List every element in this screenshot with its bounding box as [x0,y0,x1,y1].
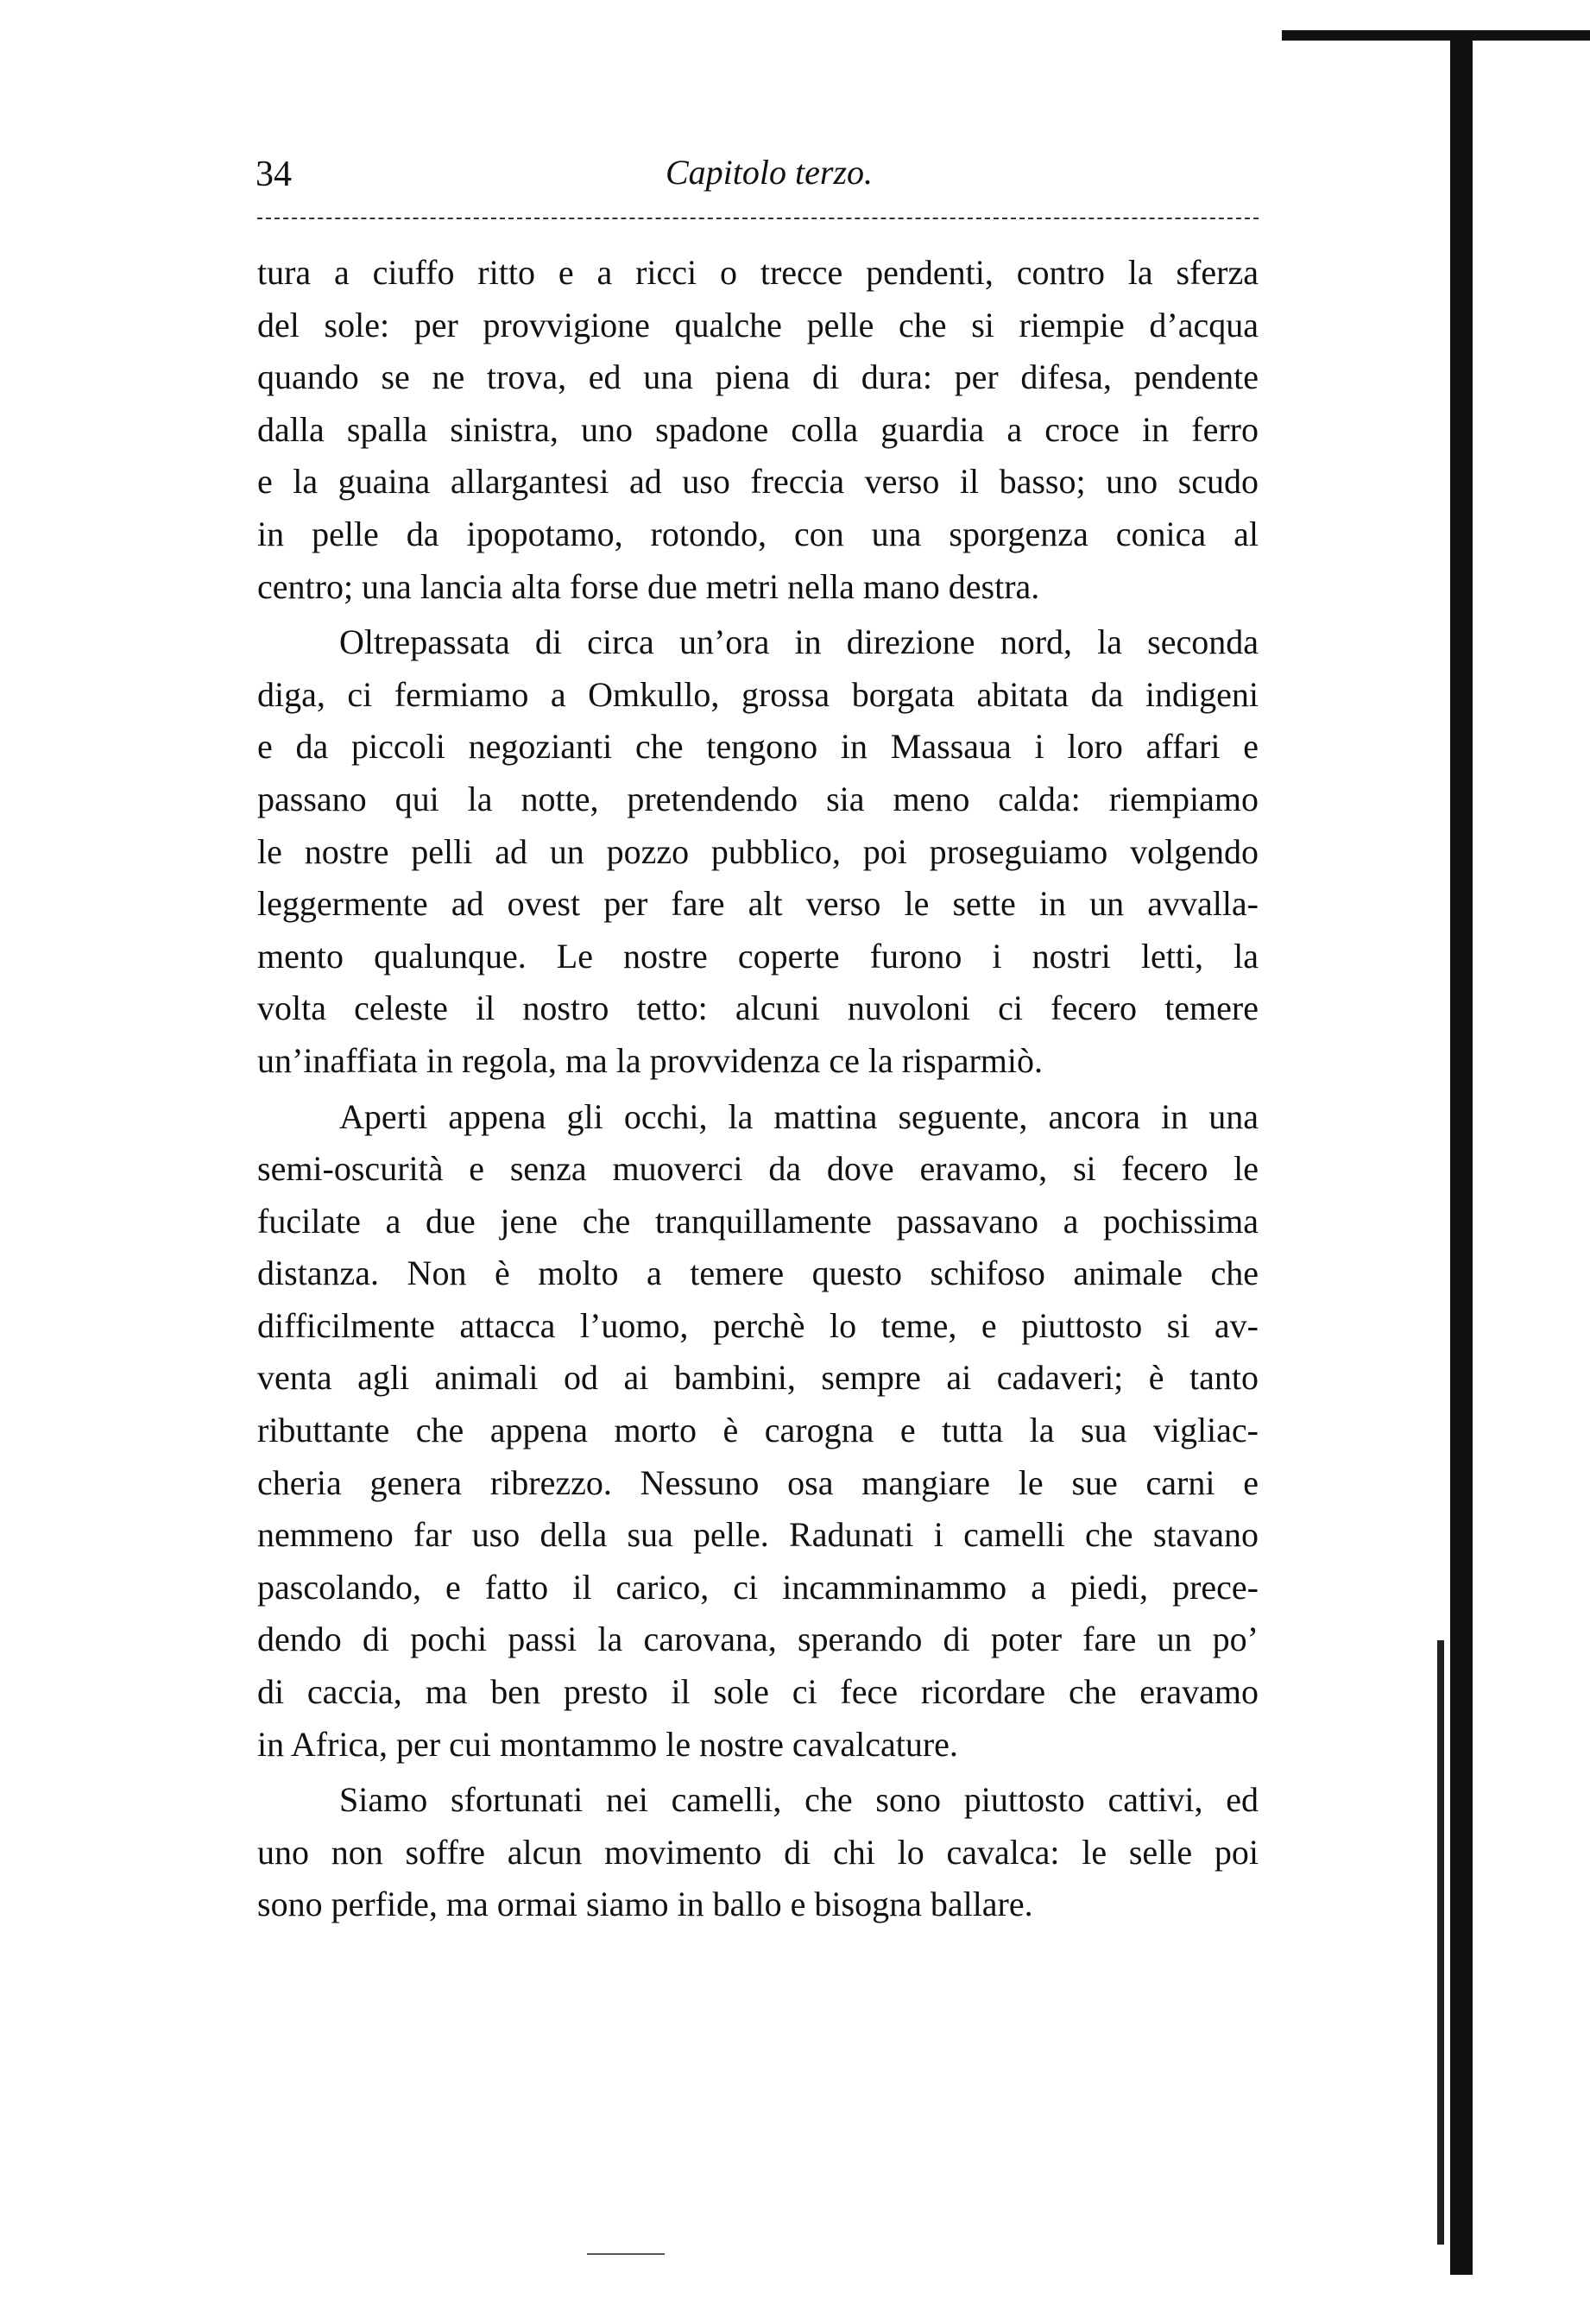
running-title-text: Capitolo terzo. [665,153,874,192]
text-line: centro; una lancia alta forse due metri nella mano destra. [257,566,1040,606]
text-line: Aperti appena gli occhi, la mattina seguente, ancora in una [339,1096,1259,1136]
header-rule [257,218,1259,219]
page-number: 34 [256,155,292,194]
text-line: tura a ciuffo ritto e a ricci o trecce pendenti, contro la sferza [257,253,1259,292]
text-line: quando se ne trova, ed una piena di dura: per difesa, pendente [257,357,1259,397]
text-line: distanza. Non è molto a temere questo schifoso animale che [257,1254,1259,1293]
text-line: fucilate a due jene che tranquillamente passavano a pochissima [257,1201,1259,1241]
scan-edge-shadow-inner [1437,1640,1444,2245]
text-line: pascolando, e fatto il carico, ci incamminammo a piedi, prece- [257,1567,1259,1607]
text-line: venta agli animali od ai bambini, sempre ai cadaveri; è tanto [257,1358,1259,1398]
text-line: di caccia, ma ben presto il sole ci fece ricordare che eravamo [257,1672,1259,1712]
text-line: nemmeno far uso della sua pelle. Radunati i camelli che stavano [257,1515,1259,1555]
text-line: passano qui la notte, pretendendo sia meno calda: riempiamo [257,779,1259,818]
text-line: uno non soffre alcun movimento di chi lo cavalca: le selle poi [257,1832,1259,1872]
text-line: ributtante che appena morto è carogna e tutta la sua vigliac- [257,1411,1259,1450]
text-line: e da piccoli negozianti che tengono in Massaua i loro affari e [257,727,1259,767]
paragraph [257,1091,1259,1771]
text-line: sono perfide, ma ormai siamo in ballo e bisogna ballare. [257,1885,1033,1924]
text-line: del sole: per provvigione qualche pelle che si riempie d’acqua [257,305,1259,344]
body-text [257,247,1259,1935]
text-line: cheria genera ribrezzo. Nessuno osa mangiare le sue carni e [257,1462,1259,1502]
text-line: in Africa, per cui montammo le nostre cavalcature. [257,1724,958,1764]
text-line: e la guaina allargantesi ad uso freccia verso il basso; uno scudo [257,462,1259,502]
paragraph [257,247,1259,613]
text-line: leggermente ad ovest per fare alt verso le sette in un avvalla- [257,884,1259,924]
text-line: diga, ci fermiamo a Omkullo, grossa borgata abitata da indigeni [257,674,1259,714]
text-line: volta celeste il nostro tetto: alcuni nuvoloni ci fecero temere [257,988,1259,1028]
bottom-mark [587,2253,665,2255]
text-line: un’inaffiata in regola, ma la provvidenza ce la risparmiò. [257,1040,1043,1080]
text-line: Oltrepassata di circa un’ora in direzione nord, la seconda [339,622,1259,662]
text-line: dalla spalla sinistra, uno spadone colla guardia a croce in ferro [257,409,1259,449]
text-line: le nostre pelli ad un pozzo pubblico, poi proseguiamo volgendo [257,831,1259,871]
text-line: in pelle da ipopotamo, rotondo, con una sporgenza conica al [257,514,1259,553]
scan-edge-shadow [1450,30,1473,2275]
text-line: mento qualunque. Le nostre coperte furono i nostri letti, la [257,936,1259,976]
paragraph [257,616,1259,1087]
running-title [0,152,1590,193]
paragraph [257,1774,1259,1931]
text-line: semi-oscurità e senza muoverci da dove eravamo, si fecero le [257,1149,1259,1189]
text-line: dendo di pochi passi la carovana, sperando di poter fare un po’ [257,1620,1259,1659]
text-line: Siamo sfortunati nei camelli, che sono piuttosto cattivi, ed [339,1780,1259,1820]
text-line: difficilmente attacca l’uomo, perchè lo teme, e piuttosto si av- [257,1305,1259,1345]
scan-edge-shadow-top [1282,30,1590,41]
